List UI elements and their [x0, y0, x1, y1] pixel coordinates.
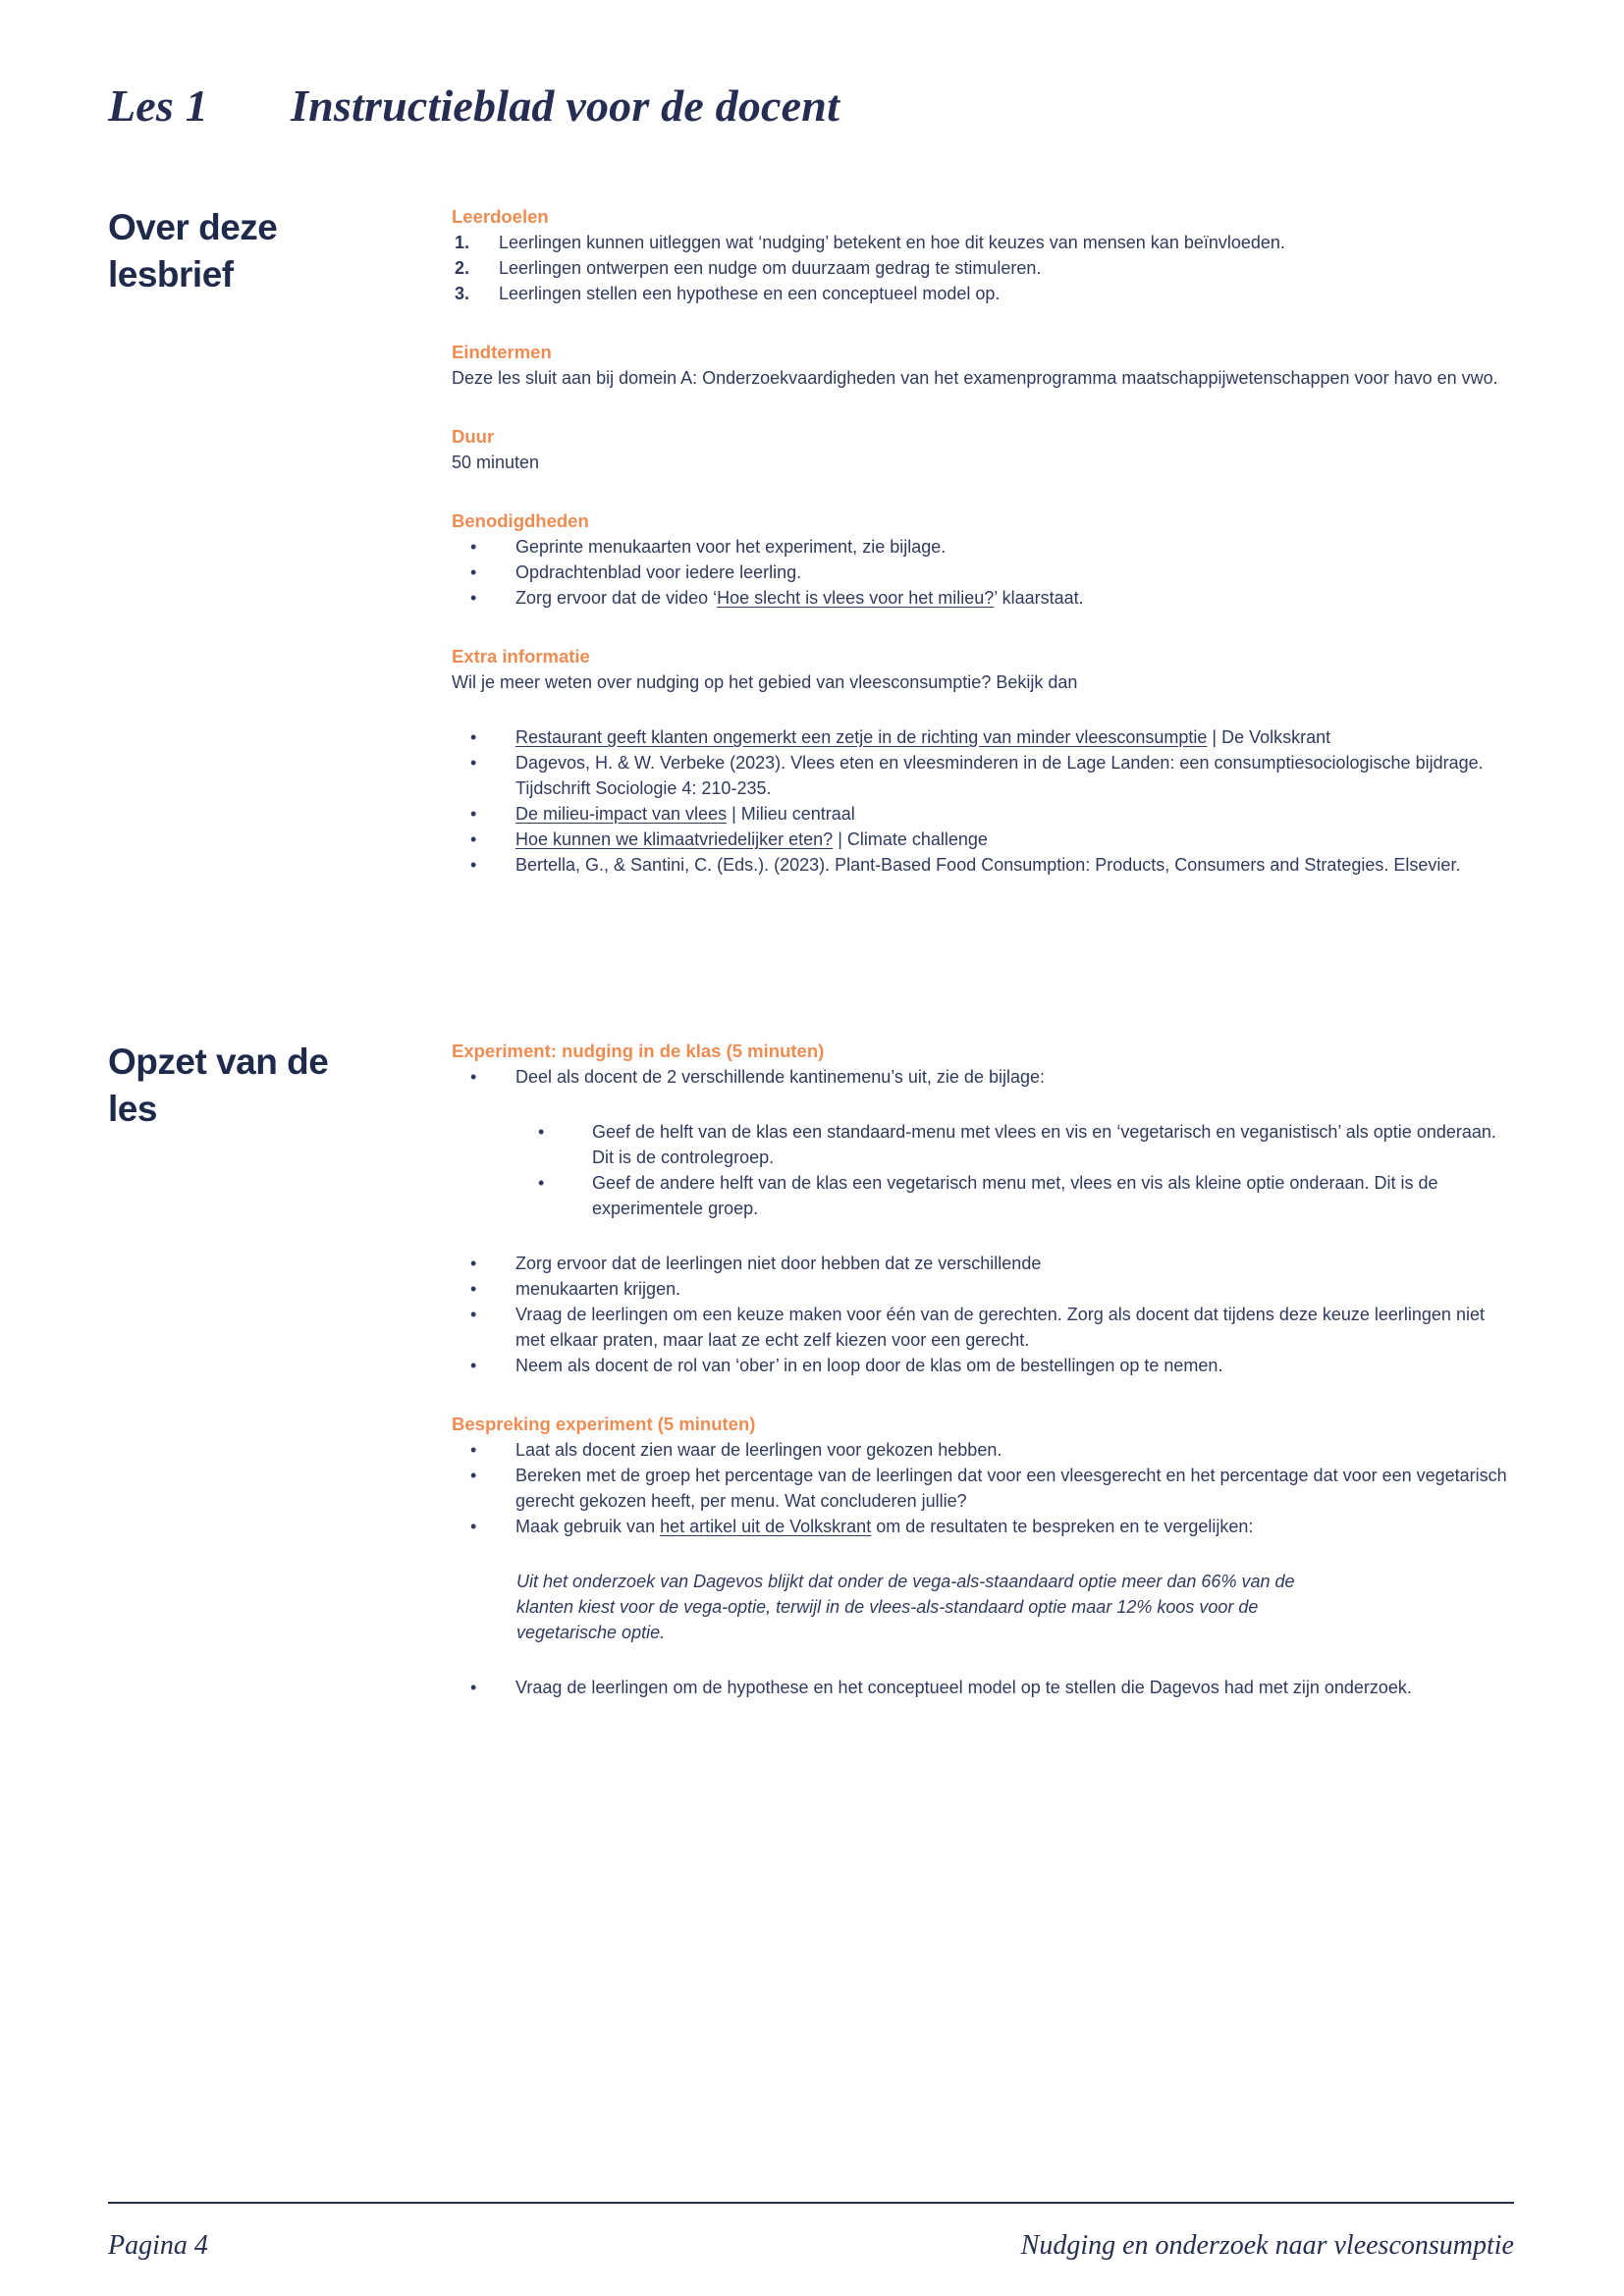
- list-item-text: Opdrachtenblad voor iedere leerling.: [515, 562, 802, 582]
- subheading-duur: Duur: [452, 426, 495, 447]
- block-duur: [452, 424, 1512, 475]
- eindtermen-text: Deze les sluit aan bij domein A: Onderzoekvaardigheden van het examenprogramma maatschappijwetenschappen voor havo en vwo.: [452, 368, 1498, 388]
- link-climate-challenge-eten[interactable]: Hoe kunnen we klimaatvriedelijker eten?: [515, 829, 834, 849]
- list-item-text: [515, 1514, 1512, 1539]
- bullet-marker: •: [470, 1440, 477, 1460]
- list-item-prefix: Maak gebruik van: [515, 1517, 661, 1536]
- experiment-sublist: [452, 1119, 1512, 1221]
- extra-informatie-list: [452, 724, 1512, 878]
- subheading-eindtermen: Eindtermen: [452, 342, 552, 362]
- block-experiment: [452, 1039, 1512, 1378]
- page-title: Instructieblad voor de docent: [291, 80, 840, 131]
- list-item: [452, 255, 1512, 281]
- link-artikel-volkskrant[interactable]: het artikel uit de Volkskrant: [660, 1517, 872, 1536]
- subheading-experiment: Experiment: nudging in de klas (5 minuten): [452, 1041, 825, 1061]
- section-sidebar: [108, 1039, 452, 1734]
- list-item: [452, 230, 1512, 255]
- list-item-text: Vraag de leerlingen om de hypothese en het conceptueel model op te stellen die Dagevos had met zijn onderzoek.: [515, 1678, 1412, 1697]
- list-number: 3.: [455, 284, 470, 303]
- list-item-text: menukaarten krijgen.: [515, 1279, 681, 1299]
- list-number: 1.: [455, 233, 470, 252]
- footer-document-title: Nudging en onderzoek naar vleesconsumptie: [1020, 2230, 1514, 2261]
- subheading-benodigdheden: Benodigdheden: [452, 510, 589, 531]
- section-heading-over-deze-lesbrief: Over deze lesbrief: [108, 207, 278, 294]
- list-item: [452, 1064, 1512, 1090]
- lesson-number: Les 1: [108, 80, 208, 131]
- list-item-text: Vraag de leerlingen om een keuze maken voor één van de gerechten. Zorg als docent dat tijdens deze keuze leerlingen niet met elkaar praten, maar laat ze echt zelf kiezen voor een gerecht.: [515, 1305, 1485, 1350]
- extra-informatie-intro: Wil je meer weten over nudging op het gebied van vleesconsumptie? Bekijk dan: [452, 672, 1078, 692]
- bullet-marker: •: [470, 537, 477, 557]
- list-item-text: [515, 801, 1512, 827]
- link-video-hoe-slecht-is-vlees[interactable]: Hoe slecht is vlees voor het milieu?: [717, 588, 995, 608]
- list-item-text: Geprinte menukaarten voor het experiment, zie bijlage.: [515, 537, 947, 557]
- page-footer: [108, 2230, 1514, 2262]
- subheading-extra-informatie: Extra informatie: [452, 646, 590, 667]
- bullet-marker: •: [470, 804, 477, 824]
- bullet-marker: •: [470, 588, 477, 608]
- bullet-marker: •: [470, 1067, 477, 1087]
- bullet-marker: •: [538, 1173, 545, 1193]
- bullet-marker: •: [470, 562, 477, 582]
- list-item-suffix: ’ klaarstaat.: [994, 588, 1084, 608]
- list-item: [452, 724, 1512, 750]
- list-item: [452, 585, 1512, 611]
- link-milieu-impact-van-vlees[interactable]: De milieu-impact van vlees: [515, 804, 728, 824]
- bullet-marker: •: [470, 1517, 477, 1536]
- block-extra-informatie: [452, 644, 1512, 878]
- list-item: [452, 560, 1512, 585]
- link-volkskrant-restaurant-artikel[interactable]: Restaurant geeft klanten ongemerkt een zetje in de richting van minder vleesconsumptie: [515, 727, 1208, 747]
- block-bespreking: [452, 1412, 1512, 1700]
- list-item: [452, 1251, 1512, 1276]
- list-item-text: Dagevos, H. & W. Verbeke (2023). Vlees eten en vleesminderen in de Lage Landen: een consumptiesociologische bijdrage. Tijdschrift Sociologie 4: 210-235.: [515, 753, 1484, 798]
- bullet-marker: •: [470, 1254, 477, 1273]
- list-item-text: Leerlingen ontwerpen een nudge om duurzaam gedrag te stimuleren.: [499, 258, 1042, 278]
- experiment-postlist: [452, 1251, 1512, 1378]
- bullet-marker: •: [470, 1356, 477, 1375]
- block-benodigdheden: [452, 508, 1512, 611]
- list-item-text: Geef de helft van de klas een standaard-menu met vlees en vis en ‘vegetarisch en veganistisch’ als optie onderaan. Dit is de controlegroep.: [592, 1122, 1496, 1167]
- list-item: [452, 1302, 1512, 1353]
- list-item-text: Deel als docent de 2 verschillende kantinemenu’s uit, zie de bijlage:: [515, 1067, 1045, 1087]
- list-item: [452, 827, 1512, 852]
- list-item: [452, 534, 1512, 560]
- list-item-text: [515, 585, 1512, 611]
- list-item-text: [515, 827, 1512, 852]
- list-item-suffix: | Climate challenge: [833, 829, 988, 849]
- section-opzet-van-de-les: [108, 1039, 1512, 1734]
- bullet-marker: •: [470, 727, 477, 747]
- bullet-marker: •: [470, 753, 477, 773]
- block-leerdoelen: [452, 204, 1512, 306]
- section-content: [452, 1039, 1512, 1734]
- list-item: [452, 281, 1512, 306]
- list-item-suffix: om de resultaten te bespreken en te vergelijken:: [871, 1517, 1254, 1536]
- list-number: 2.: [455, 258, 470, 278]
- section-heading-opzet-van-de-les: Opzet van de les: [108, 1041, 329, 1129]
- list-item: [452, 1437, 1512, 1463]
- list-item: [452, 1463, 1512, 1514]
- list-item-suffix: | De Volkskrant: [1207, 727, 1331, 747]
- list-item-prefix: Zorg ervoor dat de video ‘: [515, 588, 718, 608]
- list-item-text: Bertella, G., & Santini, C. (Eds.). (2023). Plant-Based Food Consumption: Products, Consumers and Strategies. Elsevier.: [515, 855, 1461, 875]
- bullet-marker: •: [470, 1305, 477, 1324]
- list-item-text: Bereken met de groep het percentage van de leerlingen dat voor een vleesgerecht en het percentage dat voor een vegetarisch gerecht gekozen heeft, per menu. Wat concluderen jullie?: [515, 1466, 1507, 1511]
- footer-divider: [108, 2202, 1514, 2204]
- bullet-marker: •: [470, 1279, 477, 1299]
- sub-list-item: [452, 1119, 1512, 1170]
- sub-list-item: [452, 1170, 1512, 1221]
- list-item: [452, 1675, 1512, 1700]
- section-over-deze-lesbrief: [108, 204, 1512, 911]
- list-item: [452, 1353, 1512, 1378]
- list-item-text: Leerlingen kunnen uitleggen wat ‘nudging’ betekent en hoe dit keuzes van mensen kan beïnvloeden.: [499, 233, 1285, 252]
- section-sidebar: [108, 204, 452, 911]
- subheading-leerdoelen: Leerdoelen: [452, 206, 549, 227]
- list-item: [452, 852, 1512, 878]
- list-item: [452, 1276, 1512, 1302]
- block-eindtermen: [452, 340, 1512, 391]
- research-quote: Uit het onderzoek van Dagevos blijkt dat onder de vega-als-staandaard optie meer dan 66% van de klanten kiest voor de vega-optie, terwijl in de vlees-als-standaard optie maar 12% koos voor de vegetarische optie.: [516, 1572, 1295, 1642]
- list-item-suffix: | Milieu centraal: [727, 804, 855, 824]
- section-content: [452, 204, 1512, 911]
- bullet-marker: •: [470, 829, 477, 849]
- list-item: [452, 1514, 1512, 1539]
- bullet-marker: •: [470, 1466, 477, 1485]
- footer-page-number: Pagina 4: [108, 2230, 208, 2261]
- bullet-marker: •: [470, 1678, 477, 1697]
- list-item-text: Neem als docent de rol van ‘ober’ in en loop door de klas om de bestellingen op te nemen.: [515, 1356, 1223, 1375]
- list-item: [452, 801, 1512, 827]
- list-item-text: Leerlingen stellen een hypothese en een conceptueel model op.: [499, 284, 1001, 303]
- list-item-text: Laat als docent zien waar de leerlingen voor gekozen hebben.: [515, 1440, 1002, 1460]
- document-header: [108, 77, 1512, 135]
- subheading-bespreking: Bespreking experiment (5 minuten): [452, 1414, 756, 1434]
- list-item-text: Zorg ervoor dat de leerlingen niet door hebben dat ze verschillende: [515, 1254, 1042, 1273]
- list-item-text: [515, 724, 1512, 750]
- list-item: [452, 750, 1512, 801]
- bullet-marker: •: [538, 1122, 545, 1142]
- list-item-text: Geef de andere helft van de klas een vegetarisch menu met, vlees en vis als kleine optie onderaan. Dit is de experimentele groep.: [592, 1173, 1438, 1218]
- duur-text: 50 minuten: [452, 453, 540, 472]
- bullet-marker: •: [470, 855, 477, 875]
